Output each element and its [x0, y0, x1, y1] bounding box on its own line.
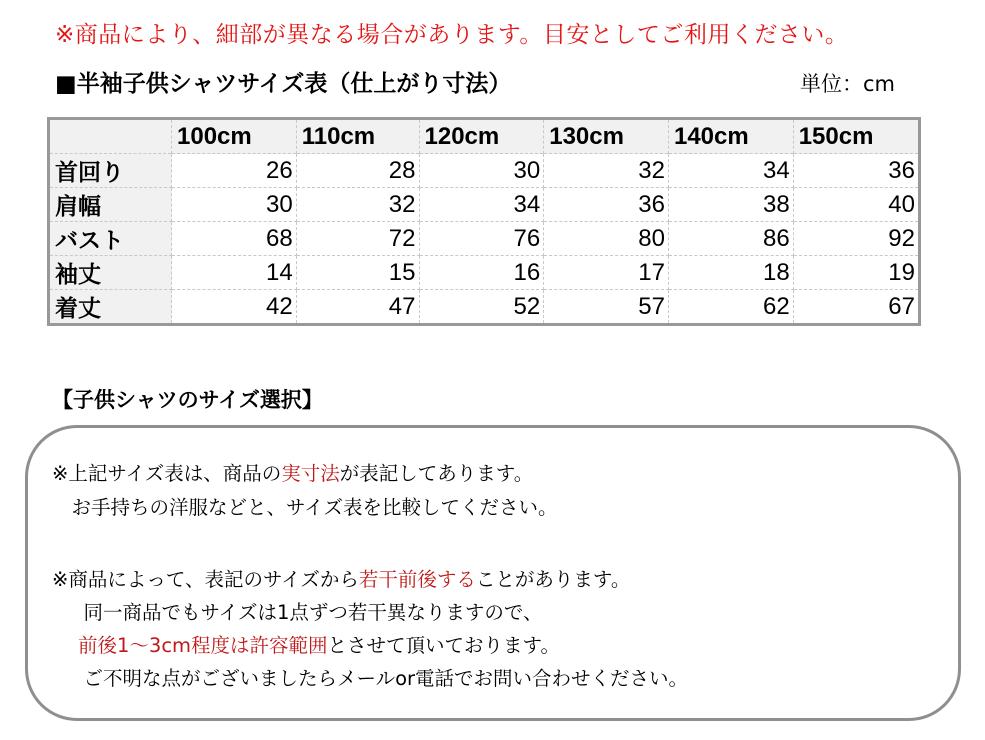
- table-cell: 19: [793, 256, 919, 290]
- row-label: 袖丈: [49, 256, 172, 290]
- size-table-title: ■半袖子供シャツサイズ表（仕上がり寸法）: [55, 71, 512, 97]
- row-label: 着丈: [49, 290, 172, 325]
- unit-label: 単位：cm: [800, 72, 896, 96]
- note-highlight: 前後1～3cm程度は許容範囲: [78, 634, 328, 657]
- table-cell: 92: [793, 222, 919, 256]
- table-cell: 86: [668, 222, 793, 256]
- table-cell: 30: [172, 188, 297, 222]
- column-header: 110cm: [296, 119, 419, 154]
- note-text: ご不明な点がございましたらメールor電話でお問い合わせください。: [64, 667, 689, 690]
- table-row: [49, 222, 920, 256]
- note-text: とさせて頂いております。: [327, 634, 560, 657]
- table-cell: 18: [668, 256, 793, 290]
- table-cell: 16: [419, 256, 544, 290]
- table-row: [49, 154, 920, 188]
- table-row: [49, 188, 920, 222]
- table-cell: 62: [668, 290, 793, 325]
- table-cell: 34: [668, 154, 793, 188]
- note-text: ことがあります。: [475, 568, 631, 591]
- size-table: [47, 117, 921, 326]
- table-cell: 68: [172, 222, 297, 256]
- table-cell: 30: [419, 154, 544, 188]
- note-line: [64, 597, 542, 625]
- table-cell: 38: [668, 188, 793, 222]
- column-header: 150cm: [793, 119, 919, 154]
- note-line: [78, 630, 560, 658]
- note-highlight: 若干前後する: [358, 568, 476, 591]
- size-selection-title: 【子供シャツのサイズ選択】: [52, 388, 323, 412]
- table-header-row: [49, 119, 920, 154]
- table-cell: 28: [296, 154, 419, 188]
- note-text: ※商品によって、表記のサイズから: [52, 568, 359, 591]
- row-label: バスト: [49, 222, 172, 256]
- note-line: [52, 492, 557, 520]
- table-cell: 34: [419, 188, 544, 222]
- table-cell: 15: [296, 256, 419, 290]
- table-cell: 32: [296, 188, 419, 222]
- note-highlight: 実寸法: [281, 462, 340, 485]
- table-cell: 42: [172, 290, 297, 325]
- note-line: [52, 564, 630, 592]
- table-cell: 14: [172, 256, 297, 290]
- note-line: [64, 663, 688, 691]
- table-row: [49, 256, 920, 290]
- table-row: [49, 290, 920, 325]
- table-cell: 26: [172, 154, 297, 188]
- table-cell: 32: [544, 154, 669, 188]
- row-label: 肩幅: [49, 188, 172, 222]
- table-cell: 52: [419, 290, 544, 325]
- table-cell: 36: [544, 188, 669, 222]
- note-text: が表記してあります。: [339, 462, 534, 485]
- table-corner-cell: [49, 119, 172, 154]
- column-header: 100cm: [172, 119, 297, 154]
- column-header: 140cm: [668, 119, 793, 154]
- note-line: [52, 458, 533, 486]
- table-cell: 57: [544, 290, 669, 325]
- table-cell: 72: [296, 222, 419, 256]
- table-cell: 80: [544, 222, 669, 256]
- note-text: ※上記サイズ表は、商品の: [52, 462, 282, 485]
- row-label: 首回り: [49, 154, 172, 188]
- column-header: 130cm: [544, 119, 669, 154]
- table-cell: 47: [296, 290, 419, 325]
- note-text: 同一商品でもサイズは1点ずつ若干異なりますので、: [64, 601, 543, 624]
- table-cell: 67: [793, 290, 919, 325]
- table-cell: 36: [793, 154, 919, 188]
- table-cell: 40: [793, 188, 919, 222]
- note-text: お手持ちの洋服などと、サイズ表を比較してください。: [52, 496, 558, 519]
- disclaimer-notice: ※商品により、細部が異なる場合があります。目安としてご利用ください。: [55, 22, 849, 48]
- table-cell: 76: [419, 222, 544, 256]
- table-cell: 17: [544, 256, 669, 290]
- column-header: 120cm: [419, 119, 544, 154]
